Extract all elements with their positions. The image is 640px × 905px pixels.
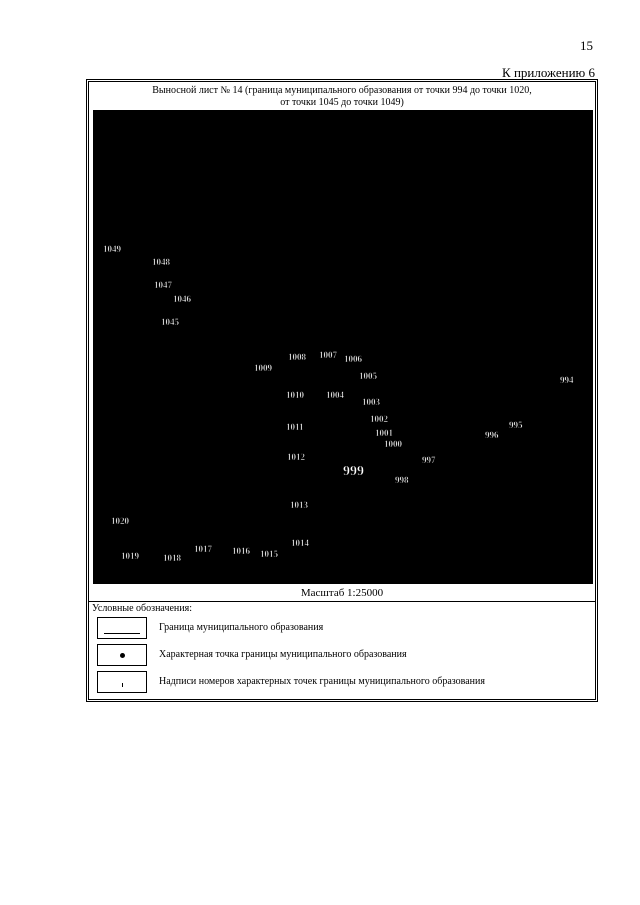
point-label-1009: 1009: [254, 363, 272, 373]
sheet-title: [89, 85, 595, 109]
point-symbol: [97, 644, 147, 666]
boundary-line-symbol: [97, 617, 147, 639]
point-label-1049: 1049: [103, 244, 121, 254]
point-label-1010: 1010: [286, 390, 304, 400]
point-label-1003: 1003: [362, 397, 380, 407]
point-label-1020: 1020: [111, 516, 129, 526]
point-label-1047: 1047: [154, 280, 172, 290]
map-canvas[interactable]: [93, 110, 593, 584]
point-label-1048: 1048: [152, 257, 170, 267]
point-label-1007: 1007: [319, 350, 337, 360]
point-label-1046: 1046: [173, 294, 191, 304]
point-label-1012: 1012: [287, 452, 305, 462]
legend-item-point: [97, 644, 577, 668]
point-label-997: 997: [422, 455, 436, 465]
point-label-994: 994: [560, 375, 574, 385]
map-svg: [93, 110, 593, 584]
legend-item-label: Граница муниципального образования: [159, 622, 324, 633]
legend-title: Условные обозначения:: [92, 603, 193, 614]
appendix-reference: К приложению 6: [502, 65, 595, 80]
legend-item-boundary: [97, 617, 577, 641]
point-label-symbol: [97, 671, 147, 693]
legend-item-label: Характерная точка границы муниципального образования: [159, 649, 407, 660]
page-number: 15: [580, 38, 593, 53]
sheet-frame: [86, 79, 598, 702]
legend-divider: [89, 601, 595, 602]
point-label-1011: 1011: [286, 422, 304, 432]
point-label-1013: 1013: [290, 500, 308, 510]
point-label-995: 995: [509, 420, 523, 430]
point-label-1004: 1004: [326, 390, 344, 400]
point-label-999: 999: [343, 464, 364, 479]
point-label-1015: 1015: [260, 549, 278, 559]
point-label-998: 998: [395, 475, 409, 485]
point-label-1016: 1016: [232, 546, 250, 556]
point-label-1005: 1005: [359, 371, 377, 381]
sheet-title-line-2: от точки 1045 до точки 1049): [280, 97, 404, 108]
sheet-title-line-1: Выносной лист № 14 (граница муниципального образования от точки 994 до точки 1020,: [152, 85, 532, 96]
point-label-1001: 1001: [375, 428, 393, 438]
point-label-1006: 1006: [344, 354, 362, 364]
point-label-1008: 1008: [288, 352, 306, 362]
point-label-1017: 1017: [194, 544, 212, 554]
map-scale: Масштаб 1:25000: [300, 587, 384, 599]
legend-item-point-label: [97, 671, 577, 695]
point-label-1002: 1002: [370, 414, 388, 424]
legend-item-label: Надписи номеров характерных точек границы муниципального образования: [159, 676, 485, 687]
point-label-1000: 1000: [384, 439, 402, 449]
point-label-1019: 1019: [121, 551, 139, 561]
point-label-1018: 1018: [163, 553, 181, 563]
point-label-1045: 1045: [161, 317, 179, 327]
point-label-1014: 1014: [291, 538, 309, 548]
point-label-996: 996: [485, 430, 499, 440]
